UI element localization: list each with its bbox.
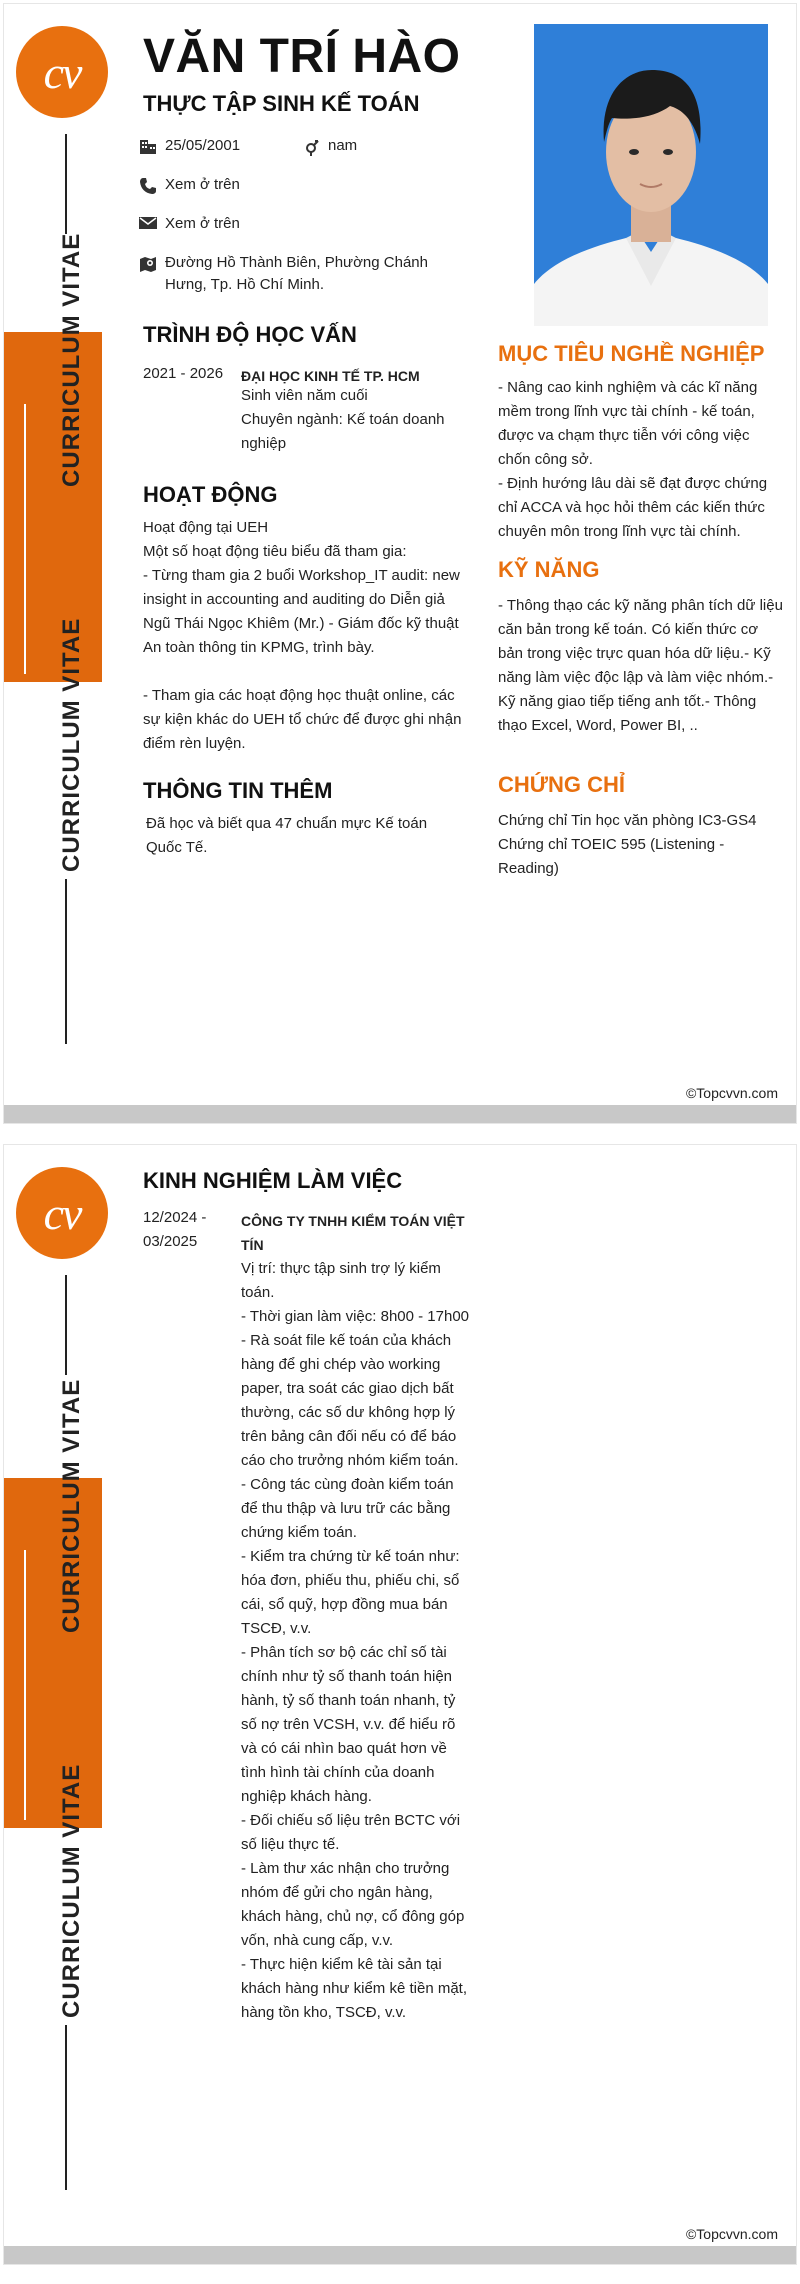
experience-line: - Thực hiện kiểm kê tài sản tại khách hàng như kiểm kê tiền mặt, hàng tồn kho, TSCĐ, v.v. [241, 1956, 467, 2021]
orange-side-band [4, 332, 102, 682]
copyright-footer: ©Topcvvn.com [685, 1085, 778, 1101]
candidate-title: THỰC TẬP SINH KẾ TOÁN [143, 91, 420, 116]
experience-line: Vị trí: thực tập sinh trợ lý kiểm toán. [241, 1260, 441, 1301]
curriculum-vitae-label: CURRICULUM VITAE [58, 232, 85, 487]
experience-line: - Thời gian làm việc: 8h00 - 17h00 [241, 1308, 470, 1325]
cv-logo-badge: cv [16, 1167, 108, 1259]
vertical-rule [65, 879, 67, 1044]
email-value: Xem ở trên [165, 215, 240, 232]
experience-line: - Rà soát file kế toán của khách hàng để ghi chép vào working paper, tra soát các giao dịch bất thường, các số dư không hợp lý trên bảng cân đối nếu có để báo cáo cho trưởng nhóm kiểm toán. [241, 1332, 459, 1469]
address-row [139, 252, 449, 296]
phone-icon [139, 177, 157, 195]
experience-details [241, 1257, 471, 2025]
gender-row [304, 135, 357, 157]
gender-icon [304, 138, 320, 156]
building-icon [139, 138, 157, 154]
education-heading: TRÌNH ĐỘ HỌC VẤN [143, 322, 357, 347]
experience-company: CÔNG TY TNHH KIỂM TOÁN VIỆT TÍN [241, 1213, 465, 1253]
address-value: Đường Hồ Thành Biên, Phường Chánh Hưng, Tp. Hồ Chí Minh. [165, 254, 428, 293]
activities-line: - Tham gia các hoạt động học thuật online, các sự kiện khác do UEH tổ chức để được ghi nhận điểm rèn luyện. [143, 687, 462, 752]
phone-value: Xem ở trên [165, 176, 240, 193]
curriculum-vitae-label: CURRICULUM VITAE [58, 1763, 85, 2018]
experience-line: - Đối chiếu số liệu trên BCTC với số liệu thực tế. [241, 1812, 461, 1853]
email-row [139, 213, 240, 235]
education-school: ĐẠI HỌC KINH TẾ TP. HCM [241, 368, 420, 384]
profile-photo [534, 24, 768, 326]
experience-line: - Công tác cùng đoàn kiểm toán để thu thập và lưu trữ các bằng chứng kiểm toán. [241, 1476, 454, 1541]
vertical-rule-light [24, 1550, 26, 1820]
skills-text: - Thông thạo các kỹ năng phân tích dữ liệu căn bản trong kế toán. Có kiến thức cơ bản trong việc trực quan hóa dữ liệu.- Kỹ năng làm việc độc lập và làm việc nhóm.- Kỹ năng giao tiếp tiếng anh tốt.- Thông thạo Excel, Word, Power BI, .. [498, 597, 783, 734]
objective-line: - Nâng cao kinh nghiệm và các kĩ năng mềm trong lĩnh vực tài chính - kế toán, được va chạm thực tiễn với công việc chốn công sở. [498, 379, 758, 468]
certificate-item: Chứng chỉ Tin học văn phòng IC3-GS4 [498, 812, 757, 829]
experience-line: - Kiểm tra chứng từ kế toán như: hóa đơn, phiếu thu, phiếu chi, sổ cái, sổ quỹ, hợp đồng mua bán TSCĐ, v.v. [241, 1548, 460, 1637]
map-pin-icon [139, 255, 157, 273]
gender-value: nam [328, 137, 358, 154]
skills-heading: KỸ NĂNG [498, 557, 600, 582]
cv-page-1 [3, 3, 797, 1124]
vertical-rule [65, 134, 67, 234]
page-footer-bar [4, 2246, 796, 2264]
mail-icon [139, 216, 157, 230]
page-footer-bar [4, 1105, 796, 1123]
vertical-rule [65, 2025, 67, 2190]
education-period: 2021 - 2026 [143, 365, 224, 382]
activities-line: - Từng tham gia 2 buổi Workshop_IT audit: new insight in accounting and auditing do Diễn giả Ngũ Thái Ngọc Khiêm (Mr.) - Giám đốc kỹ thuật An toàn thông tin KPMG, trình bày. [143, 567, 460, 656]
vertical-rule-light [24, 404, 26, 674]
dob-value: 25/05/2001 [165, 137, 241, 154]
page-separator [0, 1124, 800, 1144]
extra-info-heading: THÔNG TIN THÊM [143, 778, 333, 803]
certificates-heading: CHỨNG CHỈ [498, 772, 626, 797]
phone-row [139, 174, 240, 196]
copyright-footer: ©Topcvvn.com [685, 2226, 778, 2242]
vertical-rule [65, 1275, 67, 1375]
certificate-item: Chứng chỉ TOEIC 595 (Listening - Reading) [498, 836, 725, 877]
experience-line: - Phân tích sơ bộ các chỉ số tài chính như tỷ số thanh toán hiện hành, tỷ số thanh toán nhanh, tỷ số nợ trên VCSH, v.v. để hiểu rõ và có cái nhìn bao quát hơn về tình hình tài chính của doanh nghiệp khách hàng. [241, 1644, 456, 1805]
activities-heading: HOẠT ĐỘNG [143, 482, 278, 507]
objective-line: - Định hướng lâu dài sẽ đạt được chứng chỉ ACCA và học hỏi thêm các kiến thức chuyên môn trong lĩnh vực tài chính. [498, 475, 768, 540]
orange-side-band [4, 1478, 102, 1828]
education-major: Chuyên ngành: Kế toán doanh nghiệp [241, 411, 445, 452]
cv-page-2 [3, 1144, 797, 2265]
experience-heading: KINH NGHIỆM LÀM VIỆC [143, 1168, 403, 1193]
cv-logo-badge: cv [16, 26, 108, 118]
experience-line: - Làm thư xác nhận cho trưởng nhóm để gửi cho ngân hàng, khách hàng, chủ nợ, cổ đông góp vốn, nhà cung cấp, v.v. [241, 1860, 465, 1949]
objective-heading: MỤC TIÊU NGHỀ NGHIỆP [498, 341, 765, 366]
extra-info-text: Đã học và biết qua 47 chuẩn mực Kế toán Quốc Tế. [146, 815, 428, 856]
education-status: Sinh viên năm cuối [241, 387, 368, 404]
dob-row [139, 135, 240, 157]
curriculum-vitae-label: CURRICULUM VITAE [58, 1378, 85, 1633]
activities-line: Một số hoạt động tiêu biểu đã tham gia: [143, 543, 407, 560]
candidate-name: VĂN TRÍ HÀO [143, 30, 461, 83]
curriculum-vitae-label: CURRICULUM VITAE [58, 617, 85, 872]
experience-period: 12/2024 - 03/2025 [143, 1209, 207, 1250]
activities-line: Hoạt động tại UEH [143, 519, 269, 536]
